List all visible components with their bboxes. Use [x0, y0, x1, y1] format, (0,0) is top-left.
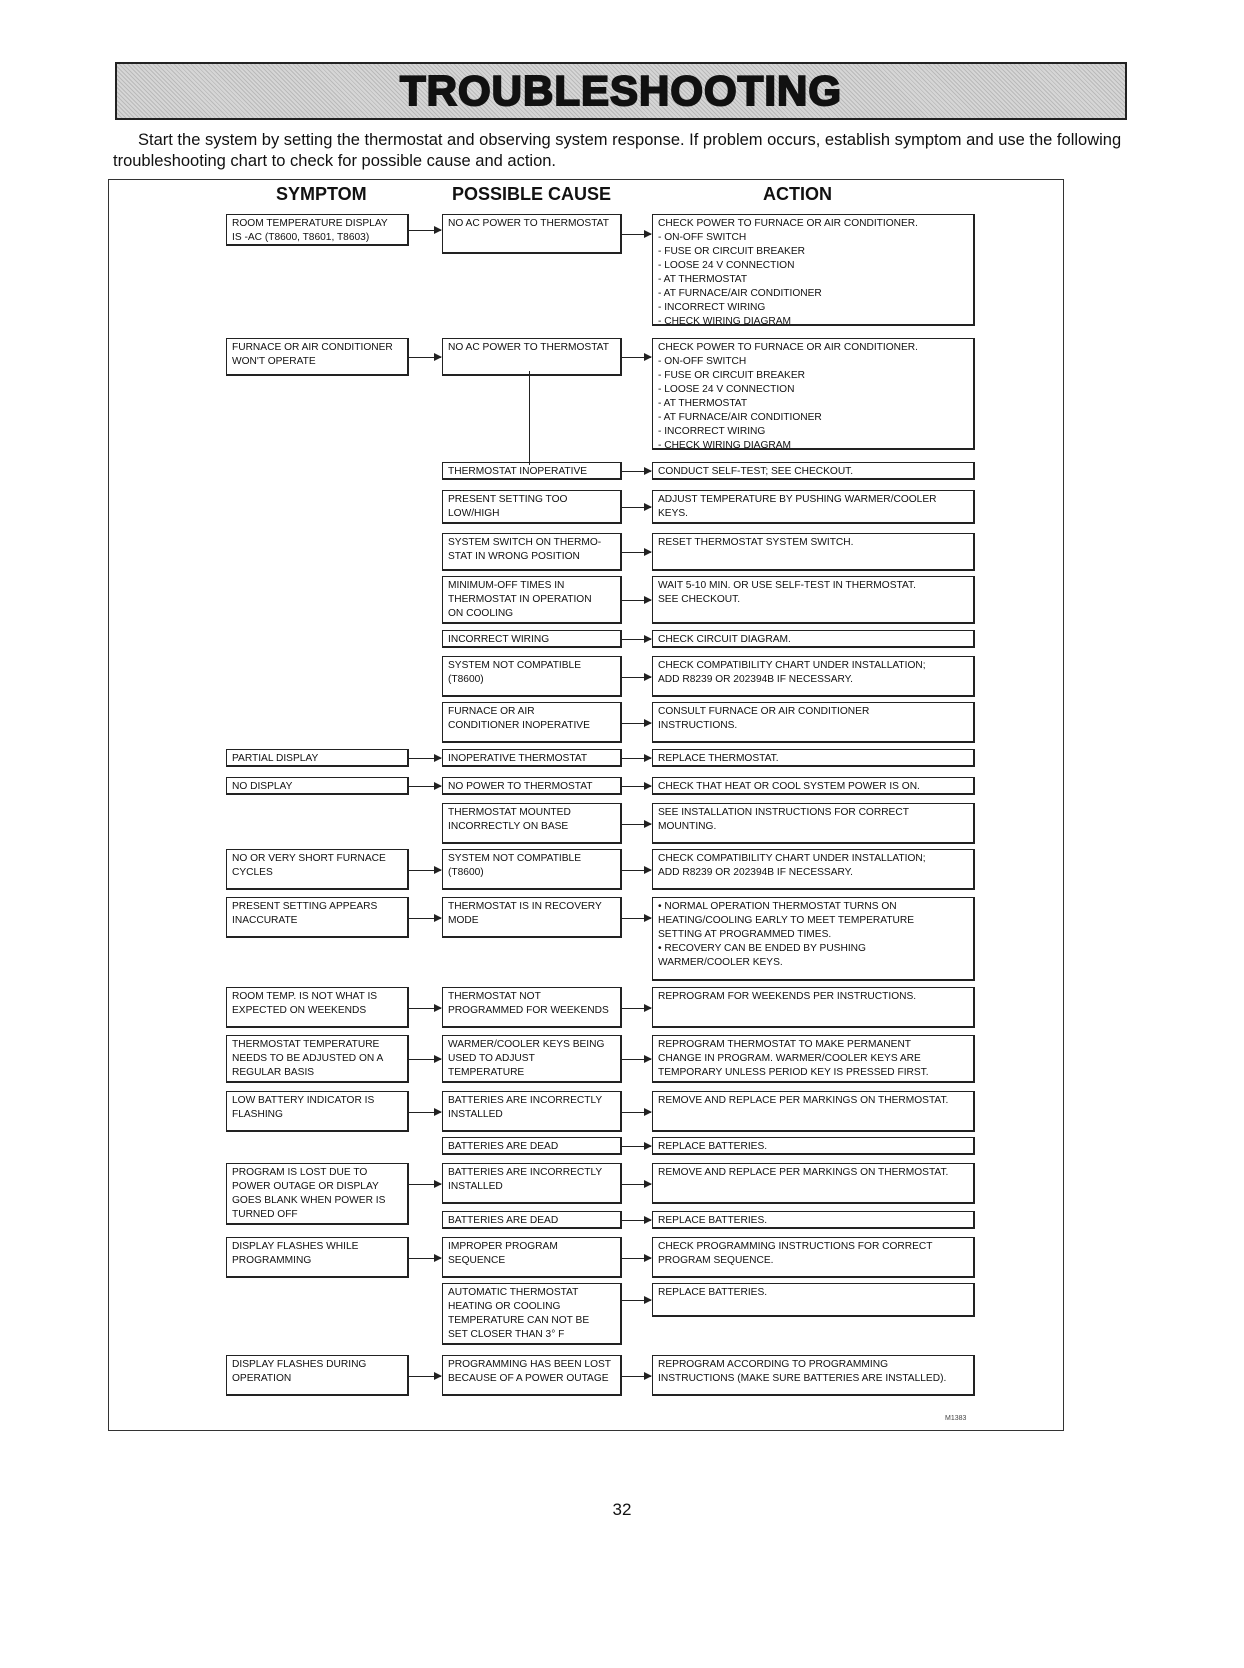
flow-arrow — [409, 357, 441, 358]
cause-box: MINIMUM-OFF TIMES IN THERMOSTAT IN OPERATION ON COOLING — [442, 576, 622, 624]
flow-arrow — [622, 1146, 651, 1147]
flow-arrow — [409, 786, 441, 787]
page-number: 32 — [612, 1500, 632, 1519]
flow-arrow — [622, 234, 651, 235]
flow-arrow — [622, 507, 651, 508]
action-box: SEE INSTALLATION INSTRUCTIONS FOR CORRECT MOUNTING. — [652, 803, 975, 844]
cause-header: POSSIBLE CAUSE — [452, 184, 612, 204]
flow-arrow — [622, 552, 651, 553]
intro-paragraph: Start the system by setting the thermostat and observing system response. If problem occurs, establish symptom and use the following troubleshooting chart to check for possible cause and action. — [113, 131, 1122, 170]
flow-arrow — [622, 870, 651, 871]
symptom-box: NO OR VERY SHORT FURNACE CYCLES — [226, 849, 409, 890]
action-box: REMOVE AND REPLACE PER MARKINGS ON THERMOSTAT. — [652, 1163, 975, 1204]
flow-arrow — [622, 471, 651, 472]
symptom-box: DISPLAY FLASHES DURING OPERATION — [226, 1355, 409, 1396]
cause-box: PRESENT SETTING TOO LOW/HIGH — [442, 490, 622, 524]
cause-box: PROGRAMMING HAS BEEN LOST BECAUSE OF A POWER OUTAGE — [442, 1355, 622, 1396]
symptom-box: THERMOSTAT TEMPERATURE NEEDS TO BE ADJUSTED ON A REGULAR BASIS — [226, 1035, 409, 1083]
flow-arrow — [622, 1008, 651, 1009]
connector-line — [529, 371, 530, 465]
action-box: CONDUCT SELF-TEST; SEE CHECKOUT. — [652, 462, 975, 480]
title-banner — [115, 62, 1127, 120]
flow-arrow — [409, 230, 441, 231]
flow-arrow — [622, 918, 651, 919]
action-header: ACTION — [763, 184, 832, 204]
action-box: REMOVE AND REPLACE PER MARKINGS ON THERMOSTAT. — [652, 1091, 975, 1132]
cause-box: BATTERIES ARE INCORRECTLY INSTALLED — [442, 1091, 622, 1132]
page-title: TROUBLESHOOTING — [400, 67, 842, 114]
flow-arrow — [622, 1184, 651, 1185]
symptom-box: PARTIAL DISPLAY — [226, 749, 409, 767]
action-box: RESET THERMOSTAT SYSTEM SWITCH. — [652, 533, 975, 571]
symptom-box: DISPLAY FLASHES WHILE PROGRAMMING — [226, 1237, 409, 1278]
flow-arrow — [622, 824, 651, 825]
action-box: REPLACE BATTERIES. — [652, 1137, 975, 1155]
action-box: CHECK CIRCUIT DIAGRAM. — [652, 630, 975, 648]
cause-box: INCORRECT WIRING — [442, 630, 622, 648]
cause-box: BATTERIES ARE INCORRECTLY INSTALLED — [442, 1163, 622, 1204]
flow-arrow — [622, 357, 651, 358]
flow-arrow — [409, 870, 441, 871]
action-box: CHECK POWER TO FURNACE OR AIR CONDITIONER. - ON-OFF SWITCH - FUSE OR CIRCUIT BREAKER - LOOSE 24 V CONNECTION - AT THERMOSTAT - AT FURNACE/AIR CONDITIONER - INCORRECT WIRING - CHECK WIRING DIAGRAM — [652, 338, 975, 450]
flow-arrow — [622, 1220, 651, 1221]
symptom-box: FURNACE OR AIR CONDITIONER WON'T OPERATE — [226, 338, 409, 376]
action-box: • NORMAL OPERATION THERMOSTAT TURNS ON HEATING/COOLING EARLY TO MEET TEMPERATURE SETTING AT PROGRAMMED TIMES. • RECOVERY CAN BE ENDED BY PUSHING WARMER/COOLER KEYS. — [652, 897, 975, 981]
symptom-box: PROGRAM IS LOST DUE TO POWER OUTAGE OR DISPLAY GOES BLANK WHEN POWER IS TURNED OFF — [226, 1163, 409, 1225]
symptom-box: PRESENT SETTING APPEARS INACCURATE — [226, 897, 409, 938]
symptom-header: SYMPTOM — [276, 184, 367, 204]
action-box: REPROGRAM ACCORDING TO PROGRAMMING INSTRUCTIONS (MAKE SURE BATTERIES ARE INSTALLED). — [652, 1355, 975, 1396]
action-box: REPLACE BATTERIES. — [652, 1283, 975, 1317]
symptom-box: LOW BATTERY INDICATOR IS FLASHING — [226, 1091, 409, 1132]
action-box: REPLACE BATTERIES. — [652, 1211, 975, 1229]
cause-box: FURNACE OR AIR CONDITIONER INOPERATIVE — [442, 702, 622, 743]
cause-box: IMPROPER PROGRAM SEQUENCE — [442, 1237, 622, 1278]
action-box: CHECK THAT HEAT OR COOL SYSTEM POWER IS ON. — [652, 777, 975, 795]
flow-arrow — [409, 1112, 441, 1113]
action-box: CHECK COMPATIBILITY CHART UNDER INSTALLATION; ADD R8239 OR 202394B IF NECESSARY. — [652, 849, 975, 890]
flow-arrow — [409, 1059, 441, 1060]
action-box: REPLACE THERMOSTAT. — [652, 749, 975, 767]
flow-arrow — [622, 723, 651, 724]
cause-box: WARMER/COOLER KEYS BEING USED TO ADJUST TEMPERATURE — [442, 1035, 622, 1083]
cause-box: NO AC POWER TO THERMOSTAT — [442, 214, 622, 254]
cause-box: THERMOSTAT NOT PROGRAMMED FOR WEEKENDS — [442, 987, 622, 1028]
symptom-box: NO DISPLAY — [226, 777, 409, 795]
flow-arrow — [622, 1300, 651, 1301]
cause-box: SYSTEM SWITCH ON THERMO- STAT IN WRONG POSITION — [442, 533, 622, 571]
flow-arrow — [409, 918, 441, 919]
cause-box: INOPERATIVE THERMOSTAT — [442, 749, 622, 767]
cause-box: BATTERIES ARE DEAD — [442, 1137, 622, 1155]
flow-arrow — [409, 1258, 441, 1259]
symptom-box: ROOM TEMP. IS NOT WHAT IS EXPECTED ON WEEKENDS — [226, 987, 409, 1028]
cause-box: BATTERIES ARE DEAD — [442, 1211, 622, 1229]
cause-box: THERMOSTAT IS IN RECOVERY MODE — [442, 897, 622, 938]
action-box: CHECK COMPATIBILITY CHART UNDER INSTALLATION; ADD R8239 OR 202394B IF NECESSARY. — [652, 656, 975, 697]
action-box: WAIT 5-10 MIN. OR USE SELF-TEST IN THERMOSTAT. SEE CHECKOUT. — [652, 576, 975, 624]
action-box: CHECK PROGRAMMING INSTRUCTIONS FOR CORRECT PROGRAM SEQUENCE. — [652, 1237, 975, 1278]
flow-arrow — [409, 758, 441, 759]
cause-box: SYSTEM NOT COMPATIBLE (T8600) — [442, 849, 622, 890]
cause-box: SYSTEM NOT COMPATIBLE (T8600) — [442, 656, 622, 697]
action-box: CONSULT FURNACE OR AIR CONDITIONER INSTRUCTIONS. — [652, 702, 975, 743]
action-box: ADJUST TEMPERATURE BY PUSHING WARMER/COOLER KEYS. — [652, 490, 975, 524]
action-box: CHECK POWER TO FURNACE OR AIR CONDITIONER. - ON-OFF SWITCH - FUSE OR CIRCUIT BREAKER - LOOSE 24 V CONNECTION - AT THERMOSTAT - AT FURNACE/AIR CONDITIONER - INCORRECT WIRING - CHECK WIRING DIAGRAM — [652, 214, 975, 326]
symptom-box: ROOM TEMPERATURE DISPLAY IS -AC (T8600, T8601, T8603) — [226, 214, 409, 246]
flow-arrow — [622, 639, 651, 640]
cause-box: AUTOMATIC THERMOSTAT HEATING OR COOLING TEMPERATURE CAN NOT BE SET CLOSER THAN 3° F — [442, 1283, 622, 1345]
flow-arrow — [622, 758, 651, 759]
flow-arrow — [622, 1112, 651, 1113]
cause-box: NO POWER TO THERMOSTAT — [442, 777, 622, 795]
cause-box: THERMOSTAT MOUNTED INCORRECTLY ON BASE — [442, 803, 622, 844]
flow-arrow — [622, 1258, 651, 1259]
flow-arrow — [622, 600, 651, 601]
action-box: REPROGRAM FOR WEEKENDS PER INSTRUCTIONS. — [652, 987, 975, 1028]
flow-arrow — [409, 1184, 441, 1185]
flow-arrow — [409, 1376, 441, 1377]
flow-arrow — [622, 786, 651, 787]
flow-arrow — [622, 1059, 651, 1060]
action-box: REPROGRAM THERMOSTAT TO MAKE PERMANENT CHANGE IN PROGRAM. WARMER/COOLER KEYS ARE TEMPORARY UNLESS PERIOD KEY IS PRESSED FIRST. — [652, 1035, 975, 1083]
figure-code: M1383 — [945, 1415, 967, 1422]
flow-arrow — [622, 677, 651, 678]
cause-box: THERMOSTAT INOPERATIVE — [442, 462, 622, 480]
cause-box: NO AC POWER TO THERMOSTAT — [442, 338, 622, 376]
flow-arrow — [409, 1008, 441, 1009]
flow-arrow — [622, 1376, 651, 1377]
